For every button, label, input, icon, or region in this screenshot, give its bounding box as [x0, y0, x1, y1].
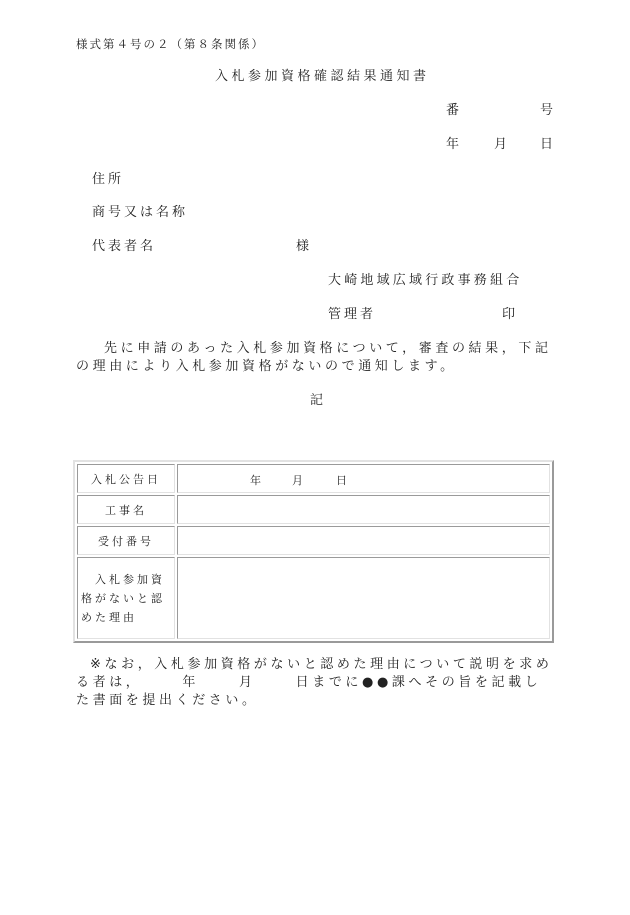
notice-date-day: 日 — [336, 474, 350, 487]
form-number: 様式第４号の２（第８条関係） — [76, 37, 265, 51]
table-value-receipt-number — [177, 526, 550, 555]
note-paragraph — [76, 656, 556, 710]
representative-label: 代表者名 — [92, 239, 157, 254]
table-label-reason — [77, 557, 175, 639]
note-year: 年 — [182, 675, 200, 690]
table-row — [77, 557, 550, 639]
table-row — [77, 526, 550, 555]
company-name-label: 商号又は名称 — [92, 205, 189, 220]
document-title: 入札参加資格確認結果通知書 — [215, 69, 430, 84]
note-month: 月 — [239, 675, 256, 690]
table-row — [77, 464, 550, 493]
table-label-receipt-number: 受付番号 — [77, 526, 175, 555]
table-value-project-name — [177, 495, 550, 524]
body-paragraph-text: 先に申請のあった入札参加資格について，審査の結果，下記の理由により入札参加資格がないので通知します。 — [76, 341, 552, 374]
table-value-reason — [177, 557, 550, 639]
date-year-label: 年 — [446, 137, 463, 152]
table-label-notice-date: 入札公告日 — [77, 464, 175, 493]
table-value-notice-date — [177, 464, 550, 493]
note-text-part2: 日までに●●課へその旨を記載した書面を提出ください。 — [76, 675, 542, 708]
address-label: 住所 — [92, 172, 125, 187]
number-label-left: 番 — [446, 103, 463, 118]
table-label-project-name: 工事名 — [77, 495, 175, 524]
body-paragraph — [76, 340, 556, 376]
notice-date-year: 年 — [250, 474, 264, 487]
notice-date-month: 月 — [292, 474, 306, 487]
manager-label: 管理者 — [328, 307, 377, 322]
number-label-right: 号 — [540, 103, 557, 118]
details-table — [73, 460, 554, 643]
ki-heading: 記 — [310, 393, 327, 408]
date-month-label: 月 — [494, 137, 511, 152]
reason-label-text: 入札参加資格がないと認めた理由 — [81, 572, 165, 624]
note-text-part1: ※なお，入札参加資格がないと認めた理由について説明を求める者は， — [76, 657, 553, 690]
seal-mark: 印 — [502, 307, 519, 322]
honorific: 様 — [296, 239, 313, 254]
date-day-label: 日 — [540, 137, 557, 152]
sender-organization: 大崎地域広域行政事務組合 — [328, 273, 523, 288]
table-row — [77, 495, 550, 524]
